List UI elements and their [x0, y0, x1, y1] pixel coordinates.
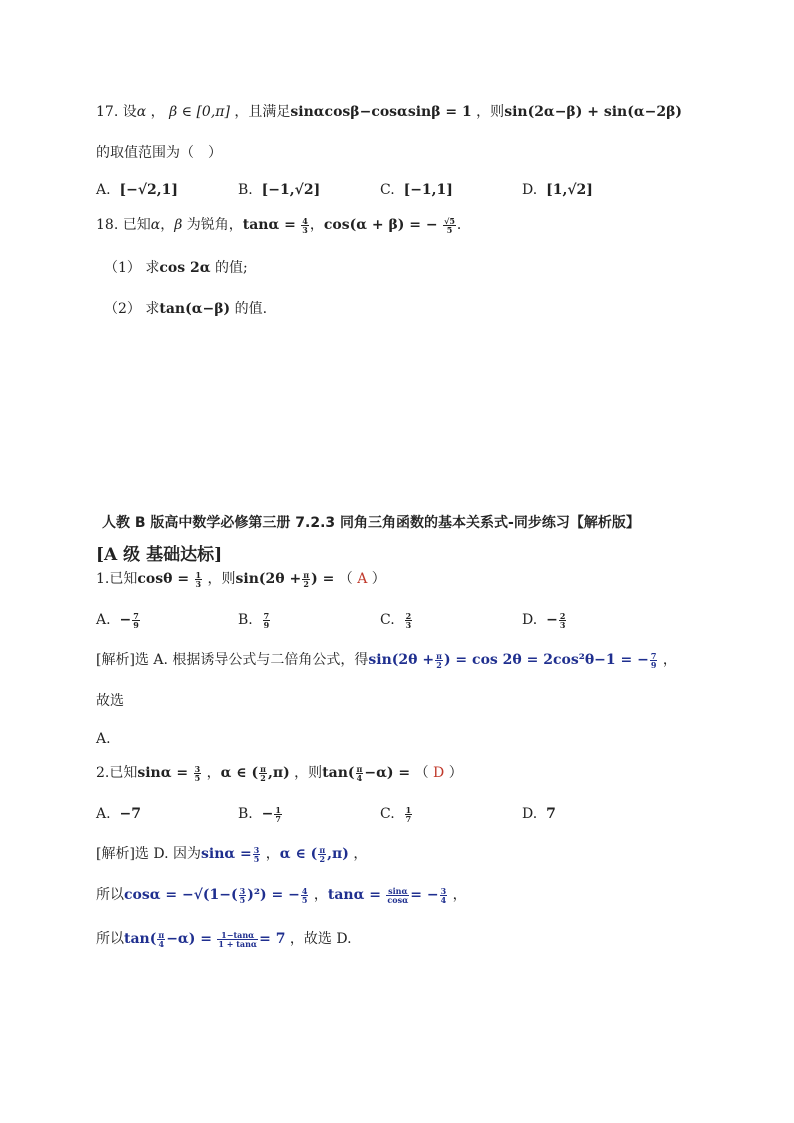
q18-part1 — [104, 258, 248, 278]
p1-text-b: ，则 — [203, 571, 236, 587]
option-value: −7 — [119, 806, 141, 822]
p1-option-c[interactable] — [380, 610, 413, 630]
p2-analysis2-cos: cosα = −√(1−( — [124, 887, 238, 903]
p1-expr-end: ) = — [311, 571, 335, 587]
q17-alpha: α — [136, 104, 147, 120]
denominator: 7 — [275, 813, 281, 824]
p2-analysis2-mid: )²) = − — [247, 887, 300, 903]
q17-stem-line2 — [96, 143, 222, 163]
p2-option-a[interactable] — [96, 804, 141, 824]
denominator: 1 + tanα — [218, 938, 258, 949]
denominator: 5 — [301, 894, 308, 905]
option-label: C. — [380, 612, 395, 628]
option-label: A. — [96, 806, 111, 822]
denominator: 4 — [440, 894, 447, 905]
numerator: sinα — [388, 885, 408, 896]
part-expr: tan(α−β) — [159, 301, 231, 317]
numerator: 3 — [440, 885, 447, 896]
q18-part2 — [104, 299, 267, 319]
p1-analysis-rest: ) = cos 2θ = 2cos²θ−1 = − — [443, 652, 649, 668]
numerator: 2 — [405, 610, 412, 621]
denominator: 9 — [263, 619, 270, 630]
p1-option-b[interactable] — [238, 610, 271, 630]
p2-number: 2. — [96, 765, 110, 781]
q18-beta: β — [174, 217, 183, 233]
numerator: π — [436, 650, 442, 661]
q17-beta-range: β ∈ [0,π] — [169, 104, 230, 120]
option-value: [−√2,1] — [119, 182, 179, 198]
option-value: [−1,1] — [403, 182, 453, 198]
part-label: （1） — [104, 260, 141, 276]
denominator: 2 — [436, 659, 442, 670]
denominator: 3 — [559, 619, 566, 630]
option-value: 7 — [546, 806, 556, 822]
p2-analysis-range-end: ,π) — [327, 846, 349, 862]
p2-analysis2-sep: ， — [309, 887, 328, 903]
option-label: D. — [522, 182, 538, 198]
denominator: 5 — [446, 224, 453, 235]
p2-expr-fraction — [356, 765, 364, 782]
option-label: A. — [96, 612, 111, 628]
p1-expr-fraction — [302, 571, 310, 588]
p2-answer-close: ） — [444, 765, 463, 781]
denominator: 2 — [303, 578, 309, 589]
p2-answer-open: （ — [410, 765, 434, 781]
p1-analysis-line3: A. — [96, 731, 111, 747]
p2-analysis3-end: ，故选 D. — [285, 931, 352, 947]
numerator: 4 — [302, 215, 308, 226]
q18-end: ． — [456, 217, 471, 233]
p1-answer-open: （ — [334, 571, 358, 587]
p2-answer: D — [433, 765, 445, 781]
p1-analysis-expr: sin(2θ + — [368, 652, 435, 668]
p2-analysis-range-fraction — [318, 846, 326, 863]
section-level: [A 级 基础达标] — [96, 545, 223, 565]
option-fraction — [559, 612, 567, 629]
option-fraction — [405, 806, 413, 823]
option-fraction — [263, 612, 271, 629]
part-label: （2） — [104, 301, 141, 317]
q17-option-a[interactable] — [96, 180, 178, 200]
p2-analysis-text: [解析]选 D. 因为 — [96, 846, 201, 862]
option-fraction — [132, 612, 140, 629]
q18-text-b: 为锐角， — [182, 217, 243, 233]
numerator: π — [356, 763, 363, 774]
option-fraction — [405, 612, 413, 629]
numerator: 1 — [275, 804, 281, 815]
option-fraction — [274, 806, 282, 823]
part-post: 的值. — [230, 301, 268, 317]
p2-analysis2-tan-fraction — [386, 887, 409, 904]
option-label: D. — [522, 806, 538, 822]
p1-option-a[interactable] — [96, 610, 141, 630]
p2-analysis-line1 — [96, 844, 367, 864]
numerator: π — [260, 763, 266, 774]
q17-stem-line1 — [96, 102, 682, 122]
p1-analysis-text: [解析]选 A. 根据诱导公式与二倍角公式，得 — [96, 652, 369, 668]
numerator: 3 — [253, 844, 260, 855]
p2-cond-fraction — [194, 765, 202, 782]
q18-comma: ， — [309, 217, 324, 233]
p2-condition: sinα = — [137, 765, 189, 781]
p2-analysis-range: α ∈ ( — [279, 846, 318, 862]
section-title: 人教 B 版高中数学必修第三册 7.2.3 同角三角函数的基本关系式-同步练习【解析版】 — [102, 515, 640, 531]
p1-expr: sin(2θ + — [235, 571, 302, 587]
p2-analysis3-formula — [217, 931, 258, 948]
q18-cos: cos(α + β) = − — [323, 217, 438, 233]
q17-option-c[interactable] — [380, 180, 453, 200]
numerator: 1 — [195, 569, 202, 580]
q17-text-c: ，则 — [471, 104, 505, 120]
numerator: π — [319, 844, 326, 855]
denominator: 5 — [194, 772, 201, 783]
option-label: B. — [238, 612, 253, 628]
p1-analysis-fraction — [435, 652, 443, 669]
q17-condition: sinαcosβ−cosαsinβ = 1 — [290, 104, 472, 120]
denominator: 3 — [405, 619, 412, 630]
p2-analysis3-eq: = 7 — [259, 931, 286, 947]
p2-analysis2-end: ， — [448, 887, 467, 903]
q17-text: 设 — [122, 104, 137, 120]
p2-analysis2-tan-result — [440, 887, 448, 904]
p1-analysis-line2: 故选 — [96, 693, 124, 709]
denominator: 9 — [133, 619, 139, 630]
p2-text-b: ， — [202, 765, 221, 781]
numerator: 4 — [301, 885, 308, 896]
denominator: 4 — [158, 938, 165, 949]
p2-analysis2-fraction — [239, 887, 247, 904]
option-label: D. — [522, 612, 538, 628]
p1-condition: cosθ = — [137, 571, 190, 587]
p2-analysis-end: ， — [348, 846, 368, 862]
p1-cond-fraction — [195, 571, 203, 588]
numerator: 1 — [405, 804, 412, 815]
q17-text-b: ，且满足 — [229, 104, 291, 120]
denominator: cosα — [387, 894, 409, 905]
numerator: 7 — [650, 650, 657, 661]
numerator: 7 — [133, 610, 139, 621]
p2-analysis3-fraction — [157, 931, 165, 948]
q17-expression: sin(2α−β) + sin(α−2β) — [504, 104, 683, 120]
numerator: 2 — [559, 610, 566, 621]
q18-text: 已知 — [122, 217, 151, 233]
q17-option-b[interactable] — [238, 180, 320, 200]
p2-analysis-fraction — [253, 846, 261, 863]
p2-analysis-line3 — [96, 929, 352, 949]
numerator: π — [158, 929, 165, 940]
p2-analysis-cond: sinα = — [201, 846, 252, 862]
denominator: 4 — [356, 772, 363, 783]
part-expr: cos 2α — [159, 260, 211, 276]
p2-text-c: ，则 — [289, 765, 323, 781]
option-label: B. — [238, 182, 253, 198]
option-label: C. — [380, 182, 395, 198]
denominator: 5 — [239, 894, 246, 905]
p2-range: α ∈ ( — [220, 765, 259, 781]
numerator: 3 — [239, 885, 246, 896]
p2-stem — [96, 763, 463, 783]
denominator: 7 — [405, 813, 412, 824]
p1-analysis-end: ， — [658, 652, 677, 668]
p2-text: 已知 — [109, 765, 138, 781]
p1-text: 已知 — [109, 571, 138, 587]
q18-tan-fraction — [301, 217, 309, 234]
option-label: B. — [238, 806, 253, 822]
option-label: A. — [96, 182, 111, 198]
option-sign: − — [546, 612, 558, 628]
p1-number: 1. — [96, 571, 110, 587]
denominator: 3 — [302, 224, 308, 235]
p1-stem — [96, 569, 386, 589]
q17-text-d: 的取值范围为（ ） — [96, 145, 222, 161]
option-label: C. — [380, 806, 395, 822]
q17-number: 17. — [96, 104, 119, 120]
p2-option-d[interactable] — [522, 804, 556, 824]
p1-answer-close: ） — [367, 571, 386, 587]
q18-cos-fraction — [443, 217, 456, 234]
numerator: 1−tanα — [217, 931, 258, 940]
p2-range-end: ,π) — [267, 765, 290, 781]
p2-range-fraction — [259, 765, 267, 782]
q18-alpha: α — [150, 217, 161, 233]
option-value: [1,√2] — [546, 182, 593, 198]
p2-analysis-line2 — [96, 885, 467, 905]
p2-option-c[interactable] — [380, 804, 413, 824]
p2-analysis2-eq: = − — [410, 887, 439, 903]
p2-analysis-sep: ， — [261, 846, 280, 862]
p2-analysis2-result — [301, 887, 309, 904]
numerator: 3 — [194, 763, 201, 774]
denominator: 2 — [319, 853, 326, 864]
numerator: π — [303, 569, 310, 580]
numerator: √5 — [444, 215, 455, 226]
part-pre: 求 — [145, 260, 160, 276]
part-pre: 求 — [145, 301, 160, 317]
p2-analysis3-mid: −α) = — [166, 931, 212, 947]
denominator: 2 — [260, 772, 266, 783]
q18-tan: tanα = — [242, 217, 296, 233]
q17-option-d[interactable] — [522, 180, 593, 200]
numerator: 7 — [263, 610, 270, 621]
p2-analysis3-tan: tan( — [124, 931, 157, 947]
p1-answer: A — [357, 571, 368, 587]
p2-analysis2-text: 所以 — [96, 887, 124, 903]
part-post: 的值; — [210, 260, 248, 276]
p2-analysis3-text: 所以 — [96, 931, 124, 947]
p2-option-b[interactable] — [238, 804, 283, 824]
p2-analysis2-tan: tanα = — [327, 887, 381, 903]
p1-analysis — [96, 650, 677, 670]
option-sign: − — [261, 806, 274, 822]
denominator: 9 — [650, 659, 657, 670]
p2-expr: tan( — [322, 765, 355, 781]
p2-expr-end: −α) = — [364, 765, 411, 781]
q18-stem — [96, 215, 471, 235]
denominator: 5 — [253, 853, 260, 864]
option-value: [−1,√2] — [261, 182, 321, 198]
q17-comma: ， — [146, 104, 165, 120]
p1-analysis-result — [650, 652, 658, 669]
q18-sep: ， — [160, 217, 175, 233]
p1-option-d[interactable] — [522, 610, 567, 630]
denominator: 3 — [195, 578, 202, 589]
option-sign: − — [119, 612, 132, 628]
q18-number: 18. — [96, 217, 119, 233]
